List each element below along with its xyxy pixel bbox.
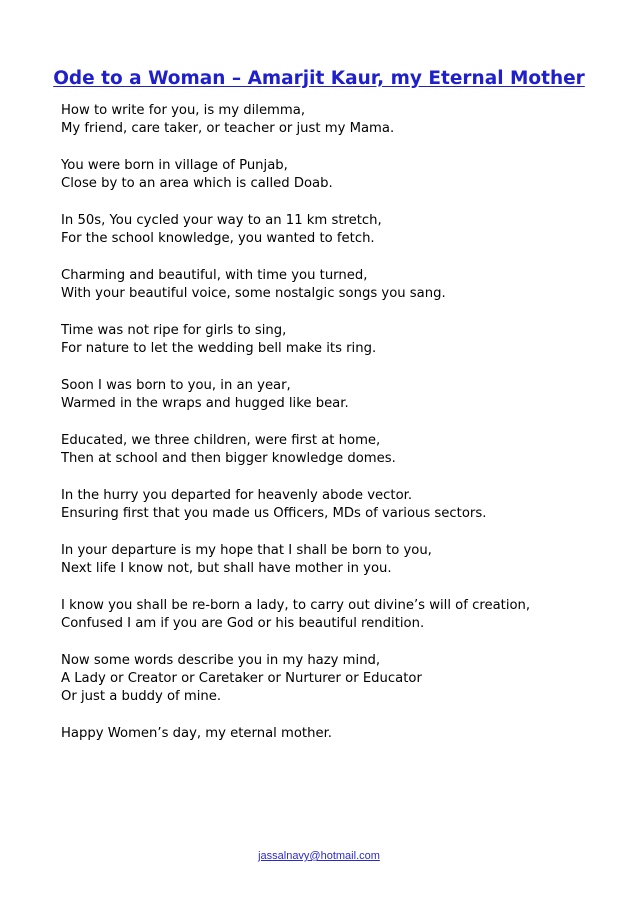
poem-line: In 50s, You cycled your way to an 11 km stretch,	[61, 213, 382, 228]
stanza	[61, 212, 621, 248]
poem-line: You were born in village of Punjab,	[61, 158, 288, 173]
poem-line: Time was not ripe for girls to sing,	[61, 323, 287, 338]
stanza	[61, 102, 621, 138]
stanza	[61, 432, 621, 468]
poem-line: With your beautiful voice, some nostalgic songs you sang.	[61, 286, 446, 301]
footer-email-link[interactable]: jassalnavy@hotmail.com	[258, 850, 380, 862]
poem-title: Ode to a Woman – Amarjit Kaur, my Eternal Mother	[53, 68, 585, 89]
poem-line: I know you shall be re-born a lady, to carry out divine’s will of creation,	[61, 598, 531, 613]
poem-line: Soon I was born to you, in an year,	[61, 378, 291, 393]
poem-line: Now some words describe you in my hazy mind,	[61, 653, 381, 668]
poem-line: Happy Women’s day, my eternal mother.	[61, 726, 332, 741]
stanza	[61, 487, 621, 523]
poem-body	[61, 102, 621, 762]
stanza	[61, 652, 621, 706]
stanza	[61, 377, 621, 413]
stanza	[61, 322, 621, 358]
stanza	[61, 542, 621, 578]
poem-line: For the school knowledge, you wanted to fetch.	[61, 231, 375, 246]
poem-line: Charming and beautiful, with time you turned,	[61, 268, 368, 283]
poem-line: A Lady or Creator or Caretaker or Nurturer or Educator	[61, 671, 422, 686]
stanza	[61, 725, 621, 743]
poem-line: My friend, care taker, or teacher or just my Mama.	[61, 121, 395, 136]
stanza	[61, 597, 621, 633]
poem-line: Close by to an area which is called Doab.	[61, 176, 333, 191]
stanza	[61, 157, 621, 193]
stanza	[61, 267, 621, 303]
poem-line: Ensuring first that you made us Officers, MDs of various sectors.	[61, 506, 487, 521]
poem-line: Educated, we three children, were first at home,	[61, 433, 381, 448]
poem-line: How to write for you, is my dilemma,	[61, 103, 306, 118]
poem-line: For nature to let the wedding bell make its ring.	[61, 341, 377, 356]
poem-line: Then at school and then bigger knowledge domes.	[61, 451, 396, 466]
poem-line: Warmed in the wraps and hugged like bear.	[61, 396, 349, 411]
poem-line: Confused I am if you are God or his beautiful rendition.	[61, 616, 425, 631]
poem-line: Or just a buddy of mine.	[61, 689, 222, 704]
poem-line: In your departure is my hope that I shall be born to you,	[61, 543, 432, 558]
poem-line: In the hurry you departed for heavenly abode vector.	[61, 488, 413, 503]
poem-line: Next life I know not, but shall have mother in you.	[61, 561, 392, 576]
